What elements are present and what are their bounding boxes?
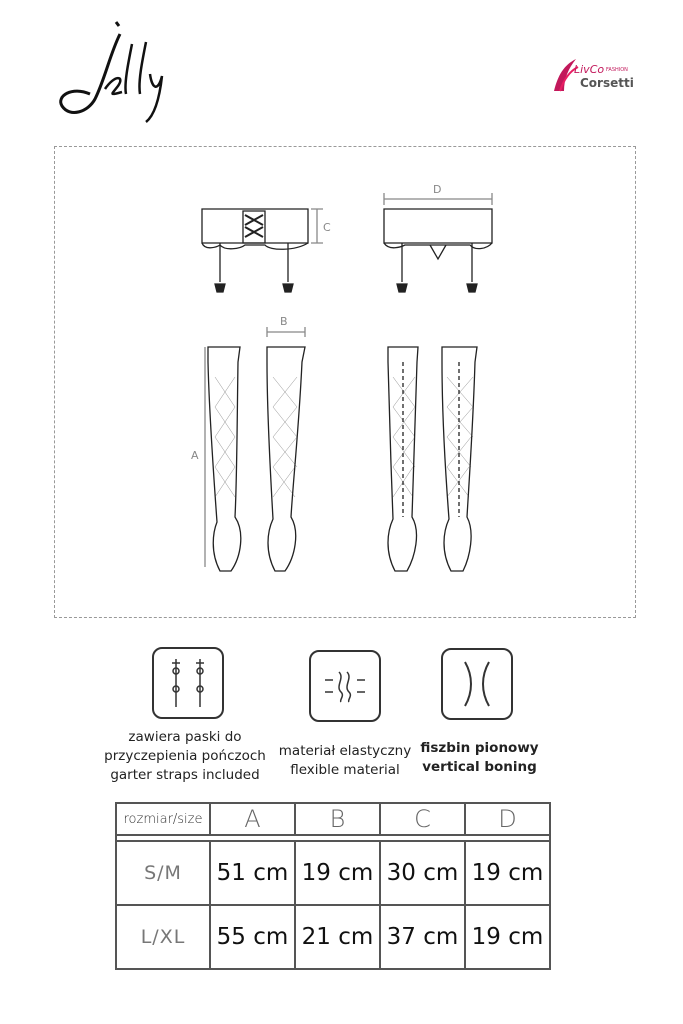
table-row	[116, 841, 550, 905]
feature-garter-line-3: garter straps included	[110, 767, 260, 783]
vertical-boning-icon	[441, 648, 513, 720]
value-d: 19 cm	[465, 905, 550, 969]
size-table-header	[116, 803, 550, 835]
dimension-label-a: A	[191, 449, 199, 462]
value-b: 21 cm	[295, 905, 380, 969]
garter-straps-icon	[152, 647, 224, 719]
header-b: B	[295, 803, 380, 835]
feature-garter-line-2: przyczepienia pończoch	[104, 748, 266, 764]
product-diagram	[54, 146, 636, 618]
manufacturer-sub: FASHION	[606, 67, 628, 73]
flexible-material-icon	[309, 650, 381, 722]
garter-stocking-illustration	[55, 147, 637, 619]
feature-garter-straps-text	[95, 728, 275, 785]
header-d: D	[465, 803, 550, 835]
feature-boning-line-1: fiszbin pionowy	[420, 740, 539, 756]
header-a: A	[210, 803, 295, 835]
value-c: 37 cm	[380, 905, 465, 969]
feature-boning-text	[412, 739, 547, 777]
manufacturer-line1: LivCo	[574, 63, 605, 76]
header-size: rozmiar/size	[116, 803, 210, 835]
size-table	[115, 802, 551, 970]
value-d: 19 cm	[465, 841, 550, 905]
feature-flexible-line-2: flexible material	[290, 762, 400, 778]
value-a: 51 cm	[210, 841, 295, 905]
size-label: L/XL	[116, 905, 210, 969]
feature-boning-line-2: vertical boning	[422, 759, 537, 775]
value-a: 55 cm	[210, 905, 295, 969]
brand-logo	[50, 14, 180, 126]
feature-flexible-line-1: materiał elastyczny	[278, 743, 412, 759]
size-label: S/M	[116, 841, 210, 905]
manufacturer-line2: Corsetti	[580, 76, 634, 90]
feature-flexible-text	[270, 742, 420, 780]
value-c: 30 cm	[380, 841, 465, 905]
dimension-label-d: D	[433, 183, 442, 196]
table-row	[116, 905, 550, 969]
dimension-label-b: B	[280, 315, 288, 328]
dimension-label-c: C	[323, 221, 331, 234]
value-b: 19 cm	[295, 841, 380, 905]
header-c: C	[380, 803, 465, 835]
manufacturer-logo	[550, 55, 650, 97]
feature-garter-line-1: zawiera paski do	[128, 729, 242, 745]
